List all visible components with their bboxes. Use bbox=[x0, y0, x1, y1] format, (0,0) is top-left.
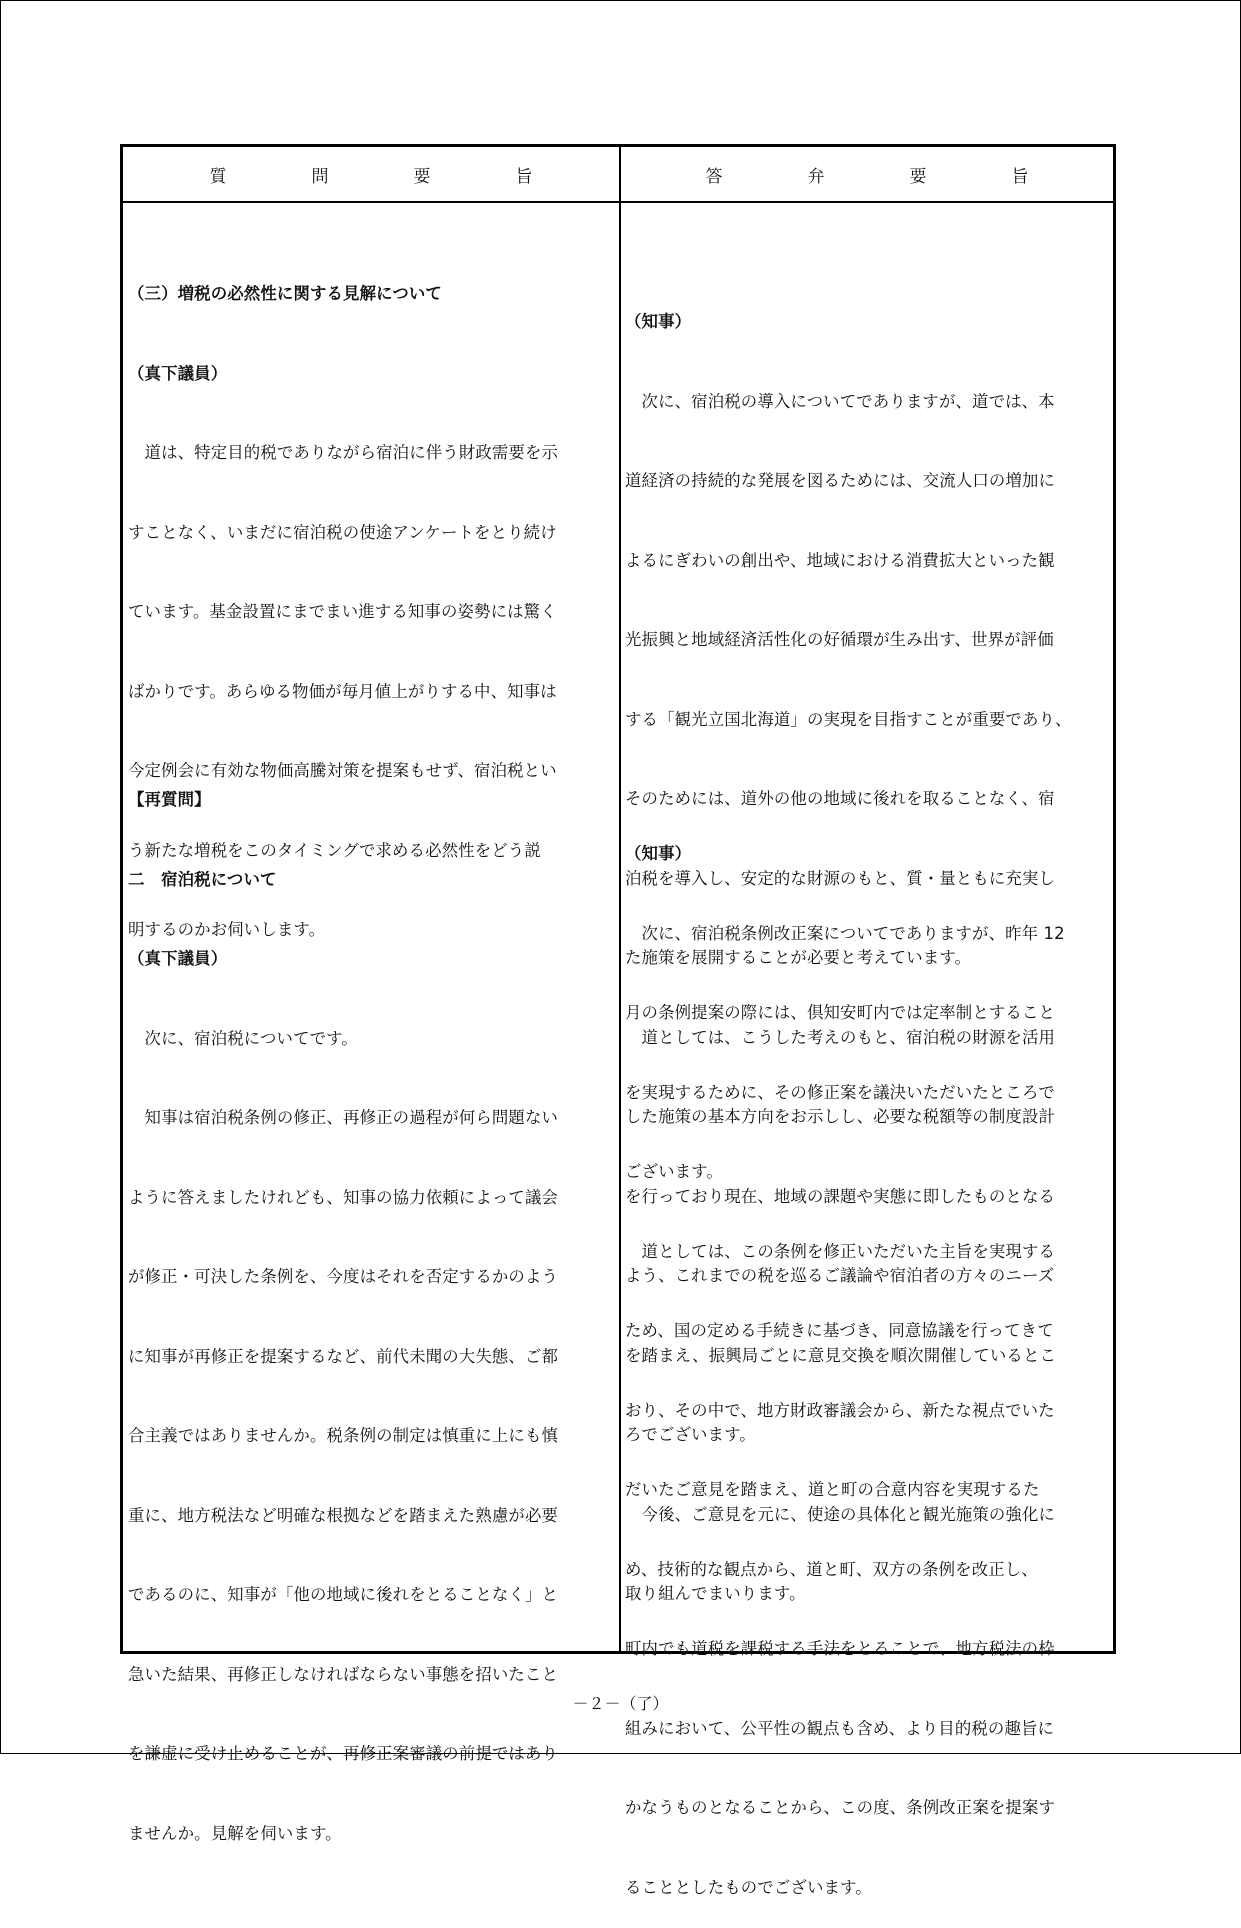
re-question-label: 【再質問】 bbox=[128, 790, 211, 809]
header-divider bbox=[123, 201, 1113, 203]
text-line: ように答えましたけれども、知事の協力依頼によって議会 bbox=[128, 1187, 559, 1207]
text-line: 光振興と地域経済活性化の好循環が生み出す、世界が評価 bbox=[625, 630, 1054, 649]
text-line: ばかりです。あらゆる物価が毎月値上がりする中、知事は bbox=[128, 681, 557, 701]
text-line: ることとしたものでございます。 bbox=[625, 1877, 872, 1897]
header-char: 要 bbox=[909, 166, 927, 187]
text-line: すことなく、いまだに宿泊税の使途アンケートをとり続け bbox=[128, 522, 557, 542]
text-line: ろでございます。 bbox=[625, 1425, 756, 1444]
text-line: 道経済の持続的な発展を図るためには、交流人口の増加に bbox=[625, 471, 1056, 490]
answer-summary-header bbox=[621, 147, 1113, 201]
text-line: 次に、宿泊税についてです。 bbox=[128, 1028, 358, 1048]
header-char: 弁 bbox=[807, 166, 825, 187]
text-line: する「観光立国北海道」の実現を目指すことが重要であり、 bbox=[625, 709, 1072, 729]
question-summary-header bbox=[123, 147, 619, 201]
text-line: た施策を展開することが必要と考えています。 bbox=[625, 948, 972, 967]
text-line: ため、国の定める手続きに基づき、同意協議を行ってきて bbox=[625, 1321, 1054, 1340]
text-line: 重に、地方税法など明確な根拠などを踏まえた熟慮が必要 bbox=[128, 1505, 559, 1525]
text-line: を踏まえ、振興局ごとに意見交換を順次開催しているとこ bbox=[625, 1345, 1057, 1365]
header-char: 要 bbox=[413, 166, 431, 187]
text-line: 組みにおいて、公平性の観点も含め、より目的税の趣旨に bbox=[625, 1718, 1055, 1738]
text-line: め、技術的な観点から、道と町、双方の条例を改正し、 bbox=[625, 1559, 1038, 1579]
text-line: よるにぎわいの創出や、地域における消費拡大といった観 bbox=[625, 550, 1055, 570]
text-line: 取り組んでまいります。 bbox=[625, 1584, 806, 1603]
text-line: よう、これまでの税を巡るご議論や宿泊者の方々のニーズ bbox=[625, 1266, 1055, 1285]
text-line: かなうものとなることから、この度、条例改正案を提案す bbox=[625, 1798, 1056, 1817]
text-line: ています。基金設置にまでまい進する知事の姿勢には驚く bbox=[128, 602, 557, 621]
text-line: 急いた結果、再修正しなければならない事態を招いたこと bbox=[128, 1664, 559, 1684]
text-line: 町内でも道税を課税する手法をとることで、地方税法の枠 bbox=[625, 1639, 1055, 1658]
header-char: 答 bbox=[705, 166, 723, 187]
answer-section-2 bbox=[625, 788, 1113, 1928]
text-line: を行っており現在、地域の課題や実態に即したものとなる bbox=[625, 1186, 1056, 1206]
text-line: う新たな増税をこのタイミングで求める必然性をどう説 bbox=[128, 840, 541, 860]
header-char: 問 bbox=[311, 166, 329, 187]
text-line: ございます。 bbox=[625, 1162, 723, 1181]
column-divider bbox=[619, 147, 621, 1651]
text-line: 次に、宿泊税の導入についてでありますが、道では、本 bbox=[625, 391, 1055, 411]
header-char: 旨 bbox=[1011, 166, 1029, 187]
text-line: 合主義ではありませんか。税条例の制定は慎重に上にも慎 bbox=[128, 1426, 559, 1445]
text-line: 道は、特定目的税でありながら宿泊に伴う財政需要を示 bbox=[128, 443, 559, 462]
text-line: そのためには、道外の他の地域に後れを取ることなく、宿 bbox=[625, 789, 1055, 808]
text-line: 明するのかお伺いします。 bbox=[128, 920, 326, 939]
text-line: を謙虚に受け止めることが、再修正案審議の前提ではあり bbox=[128, 1744, 559, 1763]
text-line: おり、その中で、地方財政審議会から、新たな視点でいた bbox=[625, 1400, 1055, 1420]
text-line: 泊税を導入し、安定的な財源のもと、質・量ともに充実し bbox=[625, 868, 1056, 888]
text-line: だいたご意見を踏まえ、道と町の合意内容を実現するた bbox=[625, 1480, 1040, 1499]
speaker-label: （知事） bbox=[625, 844, 692, 863]
speaker-label: （真下議員） bbox=[128, 363, 228, 383]
section-heading: （三）増税の必然性に関する見解について bbox=[128, 284, 442, 303]
text-line: を実現するために、その修正案を議決いただいたところで bbox=[625, 1082, 1055, 1102]
text-line: 知事は宿泊税条例の修正、再修正の過程が何ら問題ない bbox=[128, 1108, 559, 1127]
section-heading: 二 宿泊税について bbox=[128, 869, 277, 889]
text-line: に知事が再修正を提案するなど、前代未聞の大失態、ご都 bbox=[128, 1346, 559, 1366]
header-char: 旨 bbox=[515, 166, 533, 187]
text-line: ませんか。見解を伺います。 bbox=[128, 1823, 342, 1843]
text-line: が修正・可決した条例を、今度はそれを否定するかのよう bbox=[128, 1267, 559, 1286]
speaker-label: （知事） bbox=[625, 312, 692, 331]
text-line: 今後、ご意見を元に、使途の具体化と観光施策の強化に bbox=[625, 1504, 1056, 1524]
text-line: 道としては、こうした考えのもと、宿泊税の財源を活用 bbox=[625, 1027, 1056, 1047]
text-line: 道としては、この条例を修正いただいた主旨を実現する bbox=[625, 1241, 1056, 1261]
text-line: 今定例会に有効な物価高騰対策を提案もせず、宿泊税とい bbox=[128, 761, 557, 780]
speaker-label: （真下議員） bbox=[128, 949, 228, 968]
text-line: 月の条例提案の際には、倶知安町内では定率制とすること bbox=[625, 1003, 1056, 1022]
text-line: した施策の基本方向をお示しし、必要な税額等の制度設計 bbox=[625, 1107, 1056, 1126]
page-number: －２－（了） bbox=[572, 1694, 669, 1713]
text-line: 次に、宿泊税条例改正案についてでありますが、昨年 12 bbox=[625, 923, 1065, 943]
header-char: 質 bbox=[209, 166, 227, 187]
text-line: であるのに、知事が「他の地域に後れをとることなく」と bbox=[128, 1585, 559, 1604]
